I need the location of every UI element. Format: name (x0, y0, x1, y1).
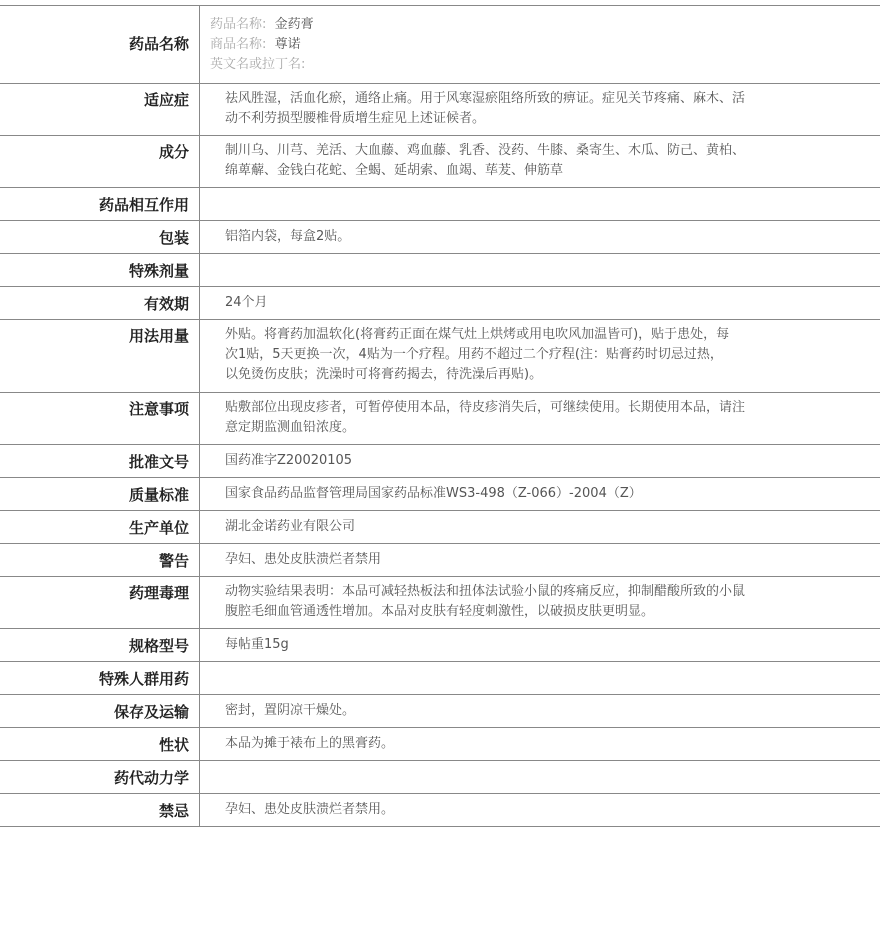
value-line: 铝箔内袋，每盒2贴。 (225, 229, 351, 244)
spec-row (0, 320, 880, 393)
row-label: 注意事项 (0, 393, 200, 444)
row-value (200, 393, 880, 444)
value-line: 次1贴，5天更换一次，4贴为一个疗程。用药不超过二个疗程(注：贴膏药时切忌过热， (225, 347, 723, 362)
row-value (200, 544, 880, 576)
value-line: 腹腔毛细血管通透性增加。本品对皮肤有轻度刺激性，以破损皮肤更明显。 (225, 604, 655, 619)
row-label: 保存及运输 (0, 695, 200, 727)
row-value (200, 84, 880, 135)
row-label: 药品名称 (0, 6, 200, 83)
spec-row (0, 478, 880, 511)
field-key: 英文名或拉丁名: (210, 57, 306, 72)
drug-name-row (0, 6, 880, 84)
row-label: 特殊剂量 (0, 254, 200, 286)
field-key: 商品名称: (210, 37, 267, 52)
row-value (200, 254, 880, 286)
row-value (200, 221, 880, 253)
row-label: 药品相互作用 (0, 188, 200, 220)
spec-row (0, 662, 880, 695)
row-label: 质量标准 (0, 478, 200, 510)
row-value (200, 511, 880, 543)
value-line: 制川乌、川芎、羌活、大血藤、鸡血藤、乳香、没药、牛膝、桑寄生、木瓜、防己、黄柏、 (225, 143, 746, 158)
value-line: 湖北金诺药业有限公司 (225, 519, 356, 534)
row-value (200, 662, 880, 694)
latin-name-field (210, 55, 790, 75)
row-label: 生产单位 (0, 511, 200, 543)
spec-row (0, 254, 880, 287)
generic-name-field (210, 15, 790, 35)
row-label: 成分 (0, 136, 200, 187)
row-value (200, 695, 880, 727)
row-value (200, 629, 880, 661)
value-line: 本品为摊于裱布上的黑膏药。 (225, 736, 395, 751)
row-label: 批准文号 (0, 445, 200, 477)
row-label: 包装 (0, 221, 200, 253)
row-label: 特殊人群用药 (0, 662, 200, 694)
row-label: 适应症 (0, 84, 200, 135)
spec-row (0, 511, 880, 544)
drug-name-fields (200, 6, 880, 83)
spec-row (0, 445, 880, 478)
row-value (200, 188, 880, 220)
row-value (200, 445, 880, 477)
spec-row (0, 695, 880, 728)
value-line: 祛风胜湿，活血化瘀，通络止痛。用于风寒湿瘀阻络所致的痹证。症见关节疼痛、麻木、活 (225, 91, 746, 106)
spec-row (0, 188, 880, 221)
value-line: 意定期监测血铅浓度。 (225, 420, 356, 435)
row-label: 警告 (0, 544, 200, 576)
row-value (200, 287, 880, 319)
value-line: 每帖重15g (225, 637, 289, 652)
row-value (200, 761, 880, 793)
spec-rows (0, 84, 880, 827)
field-key: 药品名称: (210, 17, 267, 32)
spec-row (0, 544, 880, 577)
row-value (200, 136, 880, 187)
value-line: 外贴。将膏药加温软化(将膏药正面在煤气灶上烘烤或用电吹风加温皆可)，贴于患处，每 (225, 327, 730, 342)
spec-row (0, 794, 880, 827)
trade-name-field (210, 35, 790, 55)
row-value (200, 577, 880, 628)
row-value (200, 320, 880, 392)
value-line: 动不利劳损型腰椎骨质增生症见上述证候者。 (225, 111, 486, 126)
spec-row (0, 84, 880, 136)
spec-row (0, 393, 880, 445)
field-value: 金药膏 (274, 17, 314, 32)
value-line: 贴敷部位出现皮疹者，可暂停使用本品，待皮疹消失后，可继续使用。长期使用本品，请注 (225, 400, 746, 415)
row-value (200, 478, 880, 510)
spec-row (0, 728, 880, 761)
spec-row (0, 287, 880, 320)
value-line: 孕妇、患处皮肤溃烂者禁用。 (225, 802, 395, 817)
value-line: 国药准字Z20020105 (225, 453, 353, 468)
row-value (200, 794, 880, 826)
row-label: 药理毒理 (0, 577, 200, 628)
row-label: 禁忌 (0, 794, 200, 826)
row-label: 规格型号 (0, 629, 200, 661)
spec-row (0, 577, 880, 629)
drug-spec-table (0, 5, 880, 827)
spec-row (0, 629, 880, 662)
spec-row (0, 761, 880, 794)
value-line: 绵萆薢、金钱白花蛇、全蝎、延胡索、血竭、荜茇、伸筋草 (225, 163, 564, 178)
row-label: 有效期 (0, 287, 200, 319)
value-line: 孕妇、患处皮肤溃烂者禁用 (225, 552, 382, 567)
value-line: 动物实验结果表明：本品可减轻热板法和扭体法试验小鼠的疼痛反应，抑制醋酸所致的小鼠 (225, 584, 746, 599)
value-line: 24个月 (225, 295, 268, 310)
value-line: 以免烫伤皮肤；洗澡时可将膏药揭去，待洗澡后再贴)。 (225, 367, 543, 382)
value-line: 国家食品药品监督管理局国家药品标准WS3-498（Z-066）-2004（Z） (225, 486, 642, 501)
spec-row (0, 221, 880, 254)
value-line: 密封，置阴凉干燥处。 (225, 703, 356, 718)
row-label: 用法用量 (0, 320, 200, 392)
field-value: 尊诺 (274, 37, 301, 52)
row-value (200, 728, 880, 760)
spec-row (0, 136, 880, 188)
row-label: 性状 (0, 728, 200, 760)
row-label: 药代动力学 (0, 761, 200, 793)
